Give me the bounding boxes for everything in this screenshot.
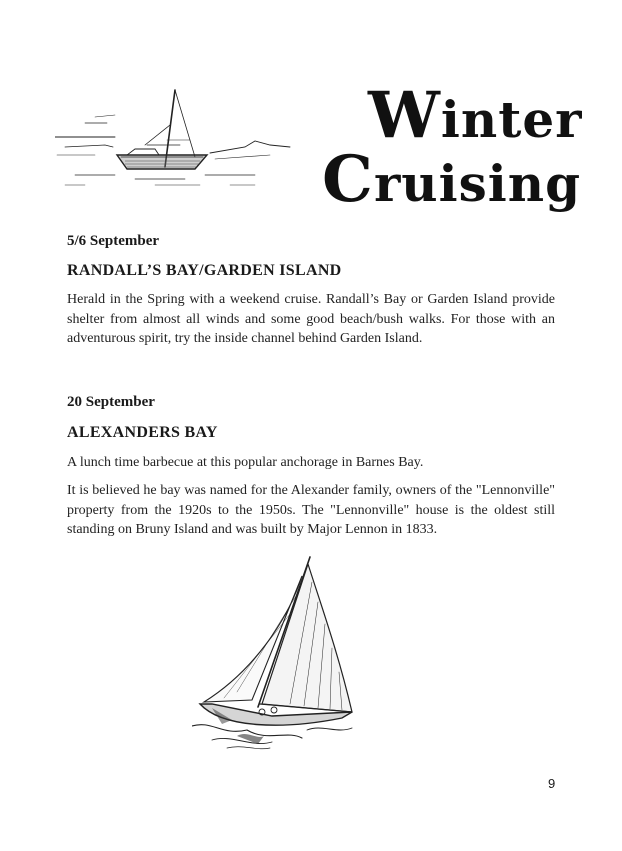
section-2-paragraph-1: A lunch time barbecue at this popular anchorage in Barnes Bay.: [67, 455, 424, 470]
title-initial-w: W: [368, 78, 441, 153]
section-1-heading: RANDALL’S BAY/GARDEN ISLAND: [67, 262, 342, 279]
sailing-boat-illustration: [192, 552, 367, 752]
page-title-winter: [368, 78, 583, 153]
section-1-date: 5/6 September: [67, 233, 160, 249]
section-2-paragraph-2: It is believed he bay was named for the Alexander family, owners of the "Lennonville" property from the 1920s to the 1950s. The "Lennonville" house is the oldest still standing on Bruny Island and was built by Major Lennon in 1833.: [67, 483, 555, 537]
page-number: 9: [548, 776, 556, 791]
page-title-cruising: [322, 142, 582, 217]
section-2-date: 20 September: [67, 394, 155, 410]
section-1-paragraph: Herald in the Spring with a weekend cruise. Randall’s Bay or Garden Island provide shelter from almost all winds and some good beach/bush walks. For those with an adventurous spirit, try the inside channel behind Garden Island.: [67, 292, 555, 346]
title-rest-ruising: ruising: [373, 154, 582, 213]
section-2-heading: ALEXANDERS BAY: [67, 424, 218, 441]
title-rest-inter: inter: [440, 90, 583, 149]
title-initial-c: C: [322, 142, 374, 217]
moored-boat-illustration: [55, 85, 300, 195]
